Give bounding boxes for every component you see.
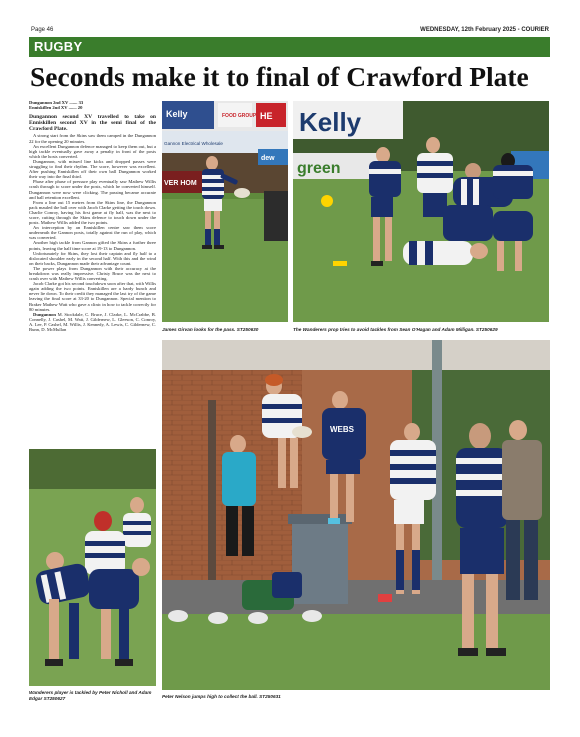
sign-kelly-2: Kelly	[299, 107, 362, 137]
article-paragraph: Jacob Clarke got his second touchdown soon after that, with Willis again adding the two points. Enniskillen are a hardy bunch and never lie down. To their credit they managed the last try of the game leaving the final score at 33-20 to Dungannon. Special mention to Braker Mathew Watt who gave a clinic in how to tackle correctly for 80 minutes.	[29, 281, 156, 312]
article-paragraph: Unfortunately for Skins, they lost their captain and fly half to a dislocated shoulder early in the second half. With this and the wind on their backs, Dungannon made their advantage count.	[29, 250, 156, 266]
article-body	[29, 100, 156, 332]
sign-green: green	[297, 160, 341, 177]
team-label: Dungannon	[33, 311, 56, 317]
photo-girvan-pass	[162, 101, 288, 322]
jersey-webs: WEBS	[330, 425, 354, 434]
scoreline-away: Enniskillen 2nd XV ....... 20	[29, 105, 83, 111]
photo-prop-tackle	[293, 101, 549, 322]
sign-ver-hom: VER HOM	[164, 180, 197, 187]
caption-girvan: James Girvan looks for the pass. ST250630	[162, 327, 259, 332]
article-paragraph: An excellent Dungannon defence managed to keep them out, but a high tackle eventually gave away a penalty in front of the posts which the hosts converted.	[29, 143, 156, 159]
caption-prop: The Wanderers prop tries to avoid tackles from Sean O'Hagan and Adam Milligan. ST250629	[293, 327, 498, 332]
headline: Seconds make it to final of Crawford Plate	[30, 61, 529, 92]
page-number: Page 46	[31, 27, 54, 33]
scoreline-home: Dungannon 2nd XV ....... 33	[29, 100, 84, 105]
photo-wanderers-tackled	[29, 449, 156, 686]
caption-wanderers-tackled: Wanderers player is tackled by Peter Nicholl and Adam Edgar ST250627	[29, 690, 152, 701]
article-paragraph: The power plays from Dungannon with their accuracy at the breakdown was really impressive. Christy Bruce was the next to crash over with Mathew Willis converting.	[29, 265, 156, 282]
article-paragraph: Another high tackle from Gannon gifted the Skins a further three points, leaving the half time score at 19-13 to Dungannon.	[29, 240, 156, 251]
sign-kelly: Kelly	[166, 109, 188, 119]
sign-gannon: Gannon Electrical Wholesale	[164, 141, 223, 146]
dateline: WEDNESDAY, 12th February 2025 - COURIER	[420, 27, 549, 33]
article-paragraph: Phase after phase of pressure play eventually saw Mathew Willis crash through to score under the posts, which he converted himself. Dungannon were now were clicking. The passing became accurate and ball retention excellent.	[29, 179, 156, 200]
team-players: M. Stockdale, C. Bruce, J. Clarke, L. McCrabbe, B. Connelly, J. Cashel, M. Watt, J. Gildernew, L. Gleeson, C. Conroy, A. Lee, P. Cashel, M. Willis, J. Kennedy, A. Lewis, C. Gildernew, C. Bunn, D. McMullan	[29, 311, 156, 333]
section-bar	[29, 37, 550, 57]
article-paragraph: From a line out 15 metres from the Skins line, the Dungannon pack mauled the ball over with Jacob Clarke getting the touch down. Charlie Conroy, having his first game at fly half, was the next to score, cutting through the Skins defence to touch down under the posts. Mathew Willis added the two points.	[29, 199, 156, 226]
article-paragraph: Dungannon, with missed line kicks and dropped passes were struggling to find their rhythm. The score, however was excellent. After pushing Enniskillen off their own ball Dungannon worked their way into the final third.	[29, 158, 156, 180]
sign-dew: dew	[261, 155, 275, 162]
team-list	[29, 312, 156, 332]
section-label: RUGBY	[34, 39, 83, 54]
sign-food-group: FOOD GROUP	[222, 113, 257, 119]
sign-he: HE	[260, 111, 273, 121]
caption-nelson: Peter Nelson jumps high to collect the ball. ST250631	[162, 694, 281, 699]
article-paragraph: A strong start from the Skins saw them camped in the Dungannon 22 for the opening 20 minutes.	[29, 133, 156, 144]
article-intro: Dungannon second XV travelled to take on Enniskillen second XV in the semi final of the Crawford Plate.	[29, 114, 156, 133]
photo-nelson-jump	[162, 340, 550, 690]
article-paragraph: An interception by an Enniskillen centre saw them score underneath the Gannon posts, totally against the run of play, which was converted.	[29, 225, 156, 241]
